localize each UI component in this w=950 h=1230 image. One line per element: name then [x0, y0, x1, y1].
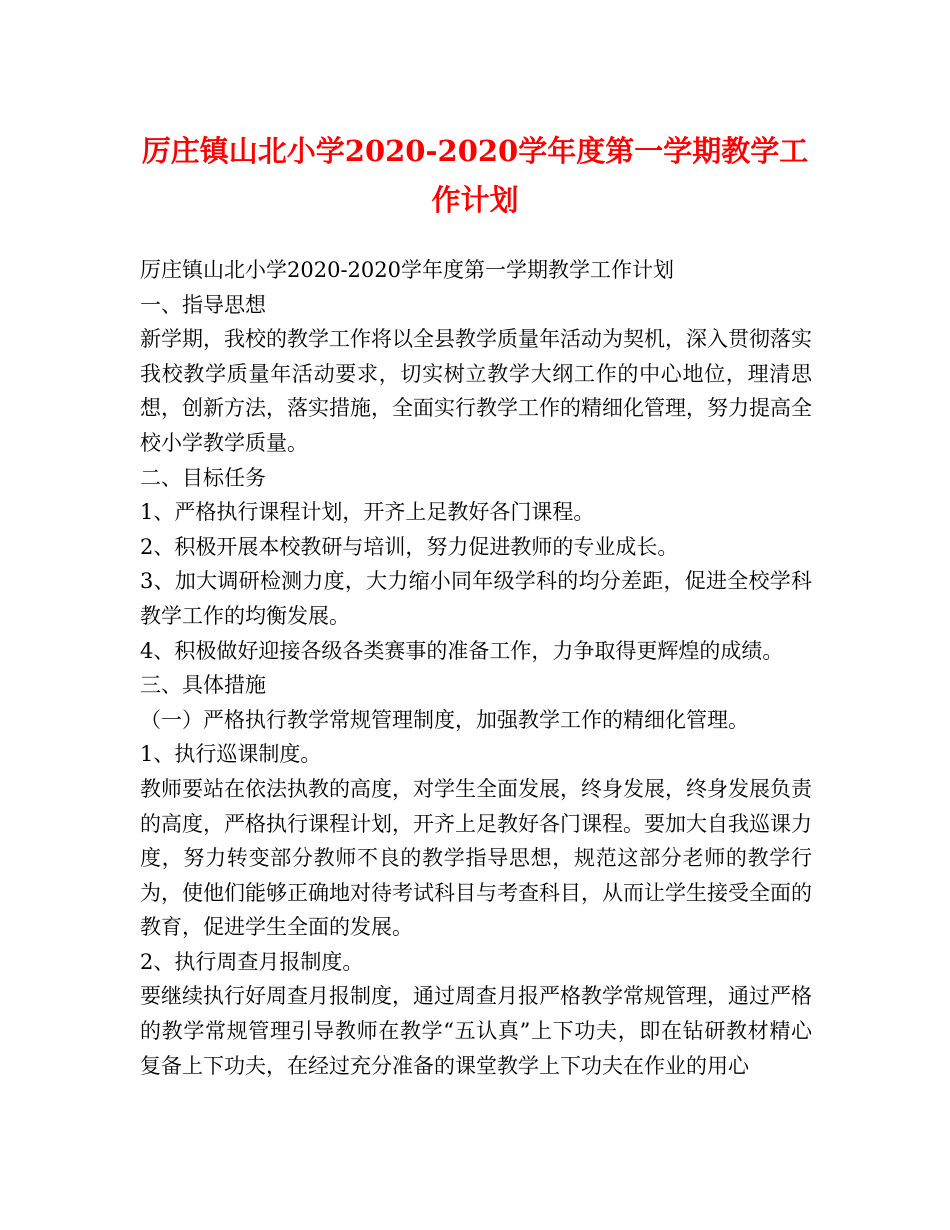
goal-item-2: 2、积极开展本校教研与培训，努力促进教师的专业成长。 — [140, 534, 679, 559]
paragraph-weekly-monthly-report: 要继续执行好周查月报制度，通过周查月报严格教学常规管理，通过严格的教学常规管理引导教师在教学“五认真”上下功夫，即在钻研教材精心复备上下功夫，在经过充分准备的课堂教学上下功夫在作业的用心 — [140, 984, 812, 1078]
section-heading-measures: 三、具体措施 — [140, 673, 266, 698]
goal-item-1: 1、严格执行课程计划，开齐上足教好各门课程。 — [140, 500, 595, 525]
body-heading: 厉庄镇山北小学2020-2020学年度第一学期教学工作计划 — [140, 258, 674, 282]
section-heading-goals: 二、目标任务 — [140, 465, 266, 490]
paragraph-guiding-thought: 新学期，我校的教学工作将以全县教学质量年活动为契机，深入贯彻落实我校教学质量年活动要求，切实树立教学大纲工作的中心地位，理清思想，创新方法，落实措施，全面实行教学工作的精细化管理，努力提高全校小学教学质量。 — [140, 327, 812, 455]
subsection-heading-routine-management: （一）严格执行教学常规管理制度，加强教学工作的精细化管理。 — [140, 707, 749, 732]
goal-item-3: 3、加大调研检测力度，大力缩小同年级学科的均分差距，促进全校学科教学工作的均衡发展。 — [140, 569, 812, 628]
section-heading-guiding-thought: 一、指导思想 — [140, 292, 266, 317]
measure-item-1-heading: 1、执行巡课制度。 — [140, 742, 322, 767]
goal-item-4: 4、积极做好迎接各级各类赛事的准备工作，力争取得更辉煌的成绩。 — [140, 638, 784, 663]
document-body — [140, 253, 812, 1083]
paragraph-class-inspection: 教师要站在依法执教的高度，对学生全面发展，终身发展，终身发展负责的高度，严格执行课程计划，开齐上足教好各门课程。要加大自我巡课力度，努力转变部分教师不良的教学指导思想，规范这部分老师的教学行为，使他们能够正确地对待考试科目与考查科目，从而让学生接受全面的教育，促进学生全面的发展。 — [140, 776, 812, 940]
document-title: 厉庄镇山北小学2020-2020学年度第一学期教学工作计划 — [141, 134, 809, 217]
measure-item-2-heading: 2、执行周查月报制度。 — [140, 949, 364, 974]
